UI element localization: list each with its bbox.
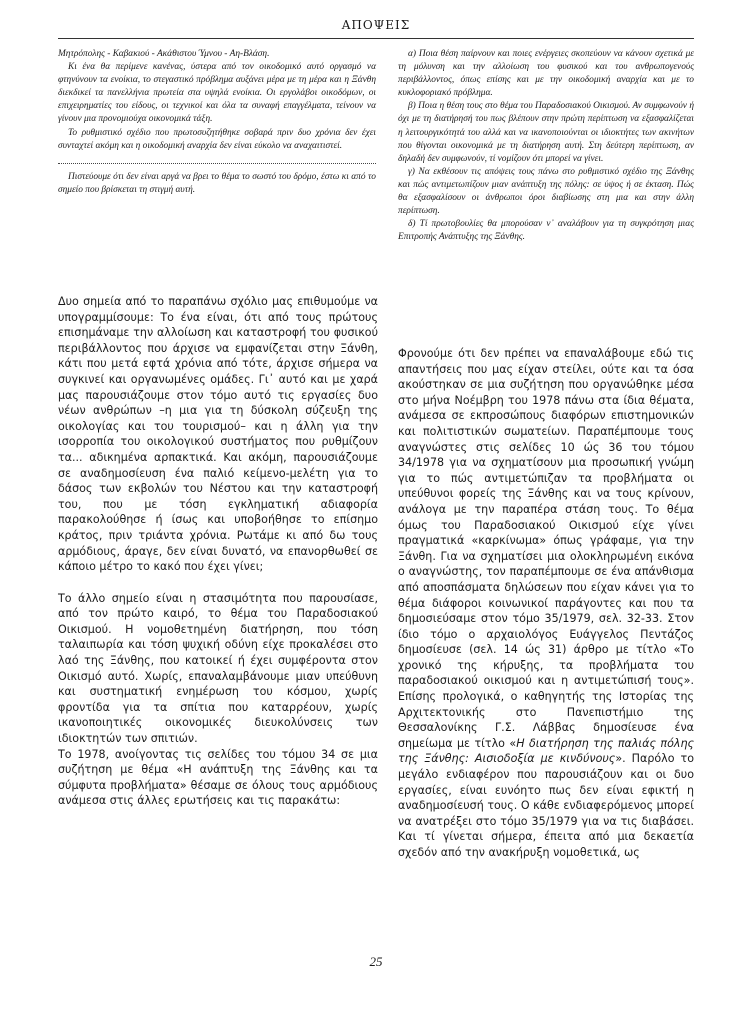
right-body-paragraph-1 [398, 346, 694, 861]
left-body-paragraph-3: Το 1978, ανοίγοντας τις σελίδες του τόμου 34 σε μια συζήτηση με θέμα «Η ανάπτυξη της Ξάνθης και τα σύμφυτα προβλήματα» θέσαμε σε όλους τους αρμόδιους ανάμεσα στις άλλες ερωτήσεις και τις παρακάτω: [58, 747, 378, 808]
right-body-text-end: ». Παρόλο το μεγάλο ενδιαφέρον που παρουσιάζουν και οι δυο εργασίες, είναι ευνόητο πως δεν είναι εφικτή η αναδημοσίευσή τους. Ο κάθε ενδιαφερόμενος μπορεί να ανατρέξει στο τόμο 35/1979 για να τις διαβάσει. Και τί γίνεται σήμερα, έπειτα από μια δεκαετία σχεδόν από την ανακήρυξη νομοθετικά, ως [398, 752, 694, 859]
right-body-column [398, 346, 694, 861]
question-c: γ) Να εκθέσουν τις απόψεις τους πάνω στο ρυθμιστικό σχέδιο της Ξάνθης και πώς αντιμετωπίζουν μιαν ανάπτυξη της πόλης: σε ύψος ή σε έκταση. Πώς θα εξασφαλίσουν οι άνθρωποι όροι διαβίωσης στη μια και στην άλλη περίπτωση. [398, 166, 694, 217]
left-box-paragraph-2: Κι ένα θα περίμενε κανένας, ύστερα από τον οικοδομικό αυτό οργασμό να φτηνύνουν τα ενοίκια, το στεγαστικό πρόβλημα αυξάνει μέρα με τη μέρα και η Ξάνθη διεκδικεί τα πανελλήνια πρωτεία στα υψηλά ενοίκια. Οι εργολάβοι οικοδόμων, οι επιχειρηματίες του είδους, οι τεχνικοί και όλα τα συναφή επαγγέλματα, τείνουν να γίνουν μια προνομιούχα οικονομικά τάξη. [58, 62, 376, 125]
page-number: 25 [369, 954, 383, 969]
question-b: β) Ποια η θέση τους στο θέμα του Παραδοσιακού Οικισμού. Αν συμφωνούν ή όχι με τη διατήρησή του πως βλέπουν στην πρώτη περίπτωση να εξασφαλίζεται η λειτουργικότητά του αλλά και να ικανοποιούνται οι ιδιοκτήτες των ακινήτων που θίγονται οικονομικά με τη διατήρηση αυτή. Στη δεύτερη περίπτωση, αν δηλαδή δεν συμφωνούν, τί νομίζουν ότι μπορεί να γίνει. [398, 101, 694, 164]
running-header: ΑΠΟΨΕΙΣ [341, 18, 411, 32]
left-box-paragraph-4: Πιστεύουμε ότι δεν είναι αργά να βρει το θέμα το σωστό του δρόμο, έστω κι από το σημείο που βρίσκεται τη στιγμή αυτή. [58, 171, 376, 195]
left-body-paragraph-1: Δυο σημεία από το παραπάνω σχόλιο μας επιθυμούμε να υπογραμμίσουμε: Το ένα είναι, ότι από τους πρώτους επισημάναμε την αλλοίωση και καταστροφή του φυσικού περιβάλλοντος που άρχισε να εμφανίζεται στην Ξάνθη, κάτι που μετά εφτά χρόνια από τότε, άρχισε σήμερα να συγκινεί και οργανωμένες ομάδες. Γι᾽ αυτό και με χαρά μας παρουσιάζουμε στον τόμο αυτό τις εργασίες δυο νέων ανθρώπων –η μια για τη δύσκολη σύζευξη της οικολογίας και του τουρισμού– και η άλλη για την ισορροπία του οικολογικού συστήματος που ρυθμίζουν τα... αδικημένα αρπακτικά. Και ακόμη, παρουσιάζουμε σε αναδημοσίευση ένα παλιό κείμενο-μελέτη για το δάσος των εκβολών του Νέστου και την καταστροφή του, που με τόση εγκληματική αδιαφορία παρακολούθησε ή ίσως και υποβοήθησε το επίσημο κράτος, πριν τριάντα χρόνια. Ρωτάμε κι από δω τους αρμόδιους, άραγε, δεν είναι δυνατό, να επανορθωθεί σε κάποιο μέτρο το κακό που έχει γίνει; [58, 295, 378, 574]
right-body-text-start: Φρονούμε ότι δεν πρέπει να επαναλάβουμε εδώ τις απαντήσεις που μας είχαν στείλει, ούτε και τα όσα ακούστηκαν σε μια συζήτηση που οργανώθηκε μέσα στο μήνα Νοέμβρη του 1978 πάνω στα ίδια θέματα, ανάμεσα σε εκπροσώπους διαφόρων επιστημονικών και πολιτιστικών σωματείων. Παραπέμπουμε τους αναγνώστες στις σελίδες 10 ώς 36 του τόμου 34/1978 για να σχηματίσουν μια προσωπική γνώμη για το πώς αντιμετώπιζαν τα προβλήματα οι υπεύθυνοι φορείς της Ξάνθης και να τους κρίνουν, ανάλογα με την παραπέρα στάση τους. Το θέμα όμως του Παραδοσιακού Οικισμού είχε γίνει πραγματικά «καρκίνωμα» όπως γράφαμε, για την Ξάνθη. Για να σχηματίσει μια ολοκληρωμένη εικόνα ο αναγνώστης, τον παραπέμπουμε σε ένα απάνθισμα από αποσπάσματα δηλώσεων που είχαν κάνει για το θέμα διάφοροι κοινωνικοί παράγοντες και που τα δημοσιεύσαμε στον τόμο 35/1979, σελ. 32-33. Στον ίδιο τόμο ο αρχαιολόγος Ευάγγελος Πεντάζος δημοσίευσε (σελ. 14 ώς 31) άρθρο με τίτλο «Το χρονικό της κήρυξης, τα προβλήματα του παραδοσιακού οικισμού και η αντιμετώπισή τους». Επίσης προλογικά, ο καθηγητής της Ιστορίας της Αρχιτεκτονικής στο Πανεπιστήμιο της Θεσσαλονίκης Γ.Σ. Λάββας δημοσίευσε ένα σημείωμα με τίτλο « [398, 347, 694, 750]
question-a: α) Ποια θέση παίρνουν και ποιες ενέργειες σκοπεύουν να κάνουν σχετικά με τη μόλυνση και την αλλοίωση του φυσικού και του ανθρωπογενούς περιβάλλοντος, όπως επίσης και με την οικοδομική αναρχία και με το κυκλοφοριακό πρόβλημα. [398, 49, 694, 99]
left-body-paragraph-2: Το άλλο σημείο είναι η στασιμότητα που παρουσίασε, από τον πρώτο καιρό, το θέμα του Παραδοσιακού Οικισμού. Η νομοθετημένη διατήρηση, που τόση ταλαιπωρία και τόση ψυχική οδύνη είχε προκαλέσει στο λαό της Ξάνθης, που κατοικεί ή έχει συμφέροντα στον Οικισμό αυτό. Χωρίς, επαναλαμβάνουμε μιαν υπεύθυνη και συστηματική ενημέρωση του κόσμου, χωρίς φροντίδα για τα σπίτια που καταρρέουν, χωρίς ικανοποιητικές οικονομικές διευκολύνσεις των ιδιοκτητών των σπιτιών. [58, 591, 378, 746]
left-box-paragraph-1: Μητρόπολης - Καβακιού - Ακάθιστου Ύμνου - Αη-Βλάση. [58, 49, 270, 59]
right-italic-box [398, 48, 694, 244]
left-box-paragraph-3: Το ρυθμιστικό σχέδιο που πρωτοσυζητήθηκε σοβαρά πριν δυο χρόνια δεν έχει συνταχτεί ακόμη και η οικοδομική αναρχία δεν είναι εύκολο να αναχαιτιστεί. [58, 127, 376, 151]
left-italic-box [58, 48, 376, 197]
left-body-column [58, 294, 378, 809]
dotted-separator [58, 163, 376, 164]
question-d: δ) Τί πρωτοβουλίες θα μπορούσαν ν᾽ αναλάβουν για τη συγκρότηση μιας Επιτροπής Ανάπτυξης της Ξάνθης. [398, 219, 694, 243]
article-title-italic: Η διατήρηση της παλιάς πόλης της Ξάνθης: Αισιοδοξία με κινδύνους [398, 736, 694, 766]
header-rule [58, 38, 694, 39]
